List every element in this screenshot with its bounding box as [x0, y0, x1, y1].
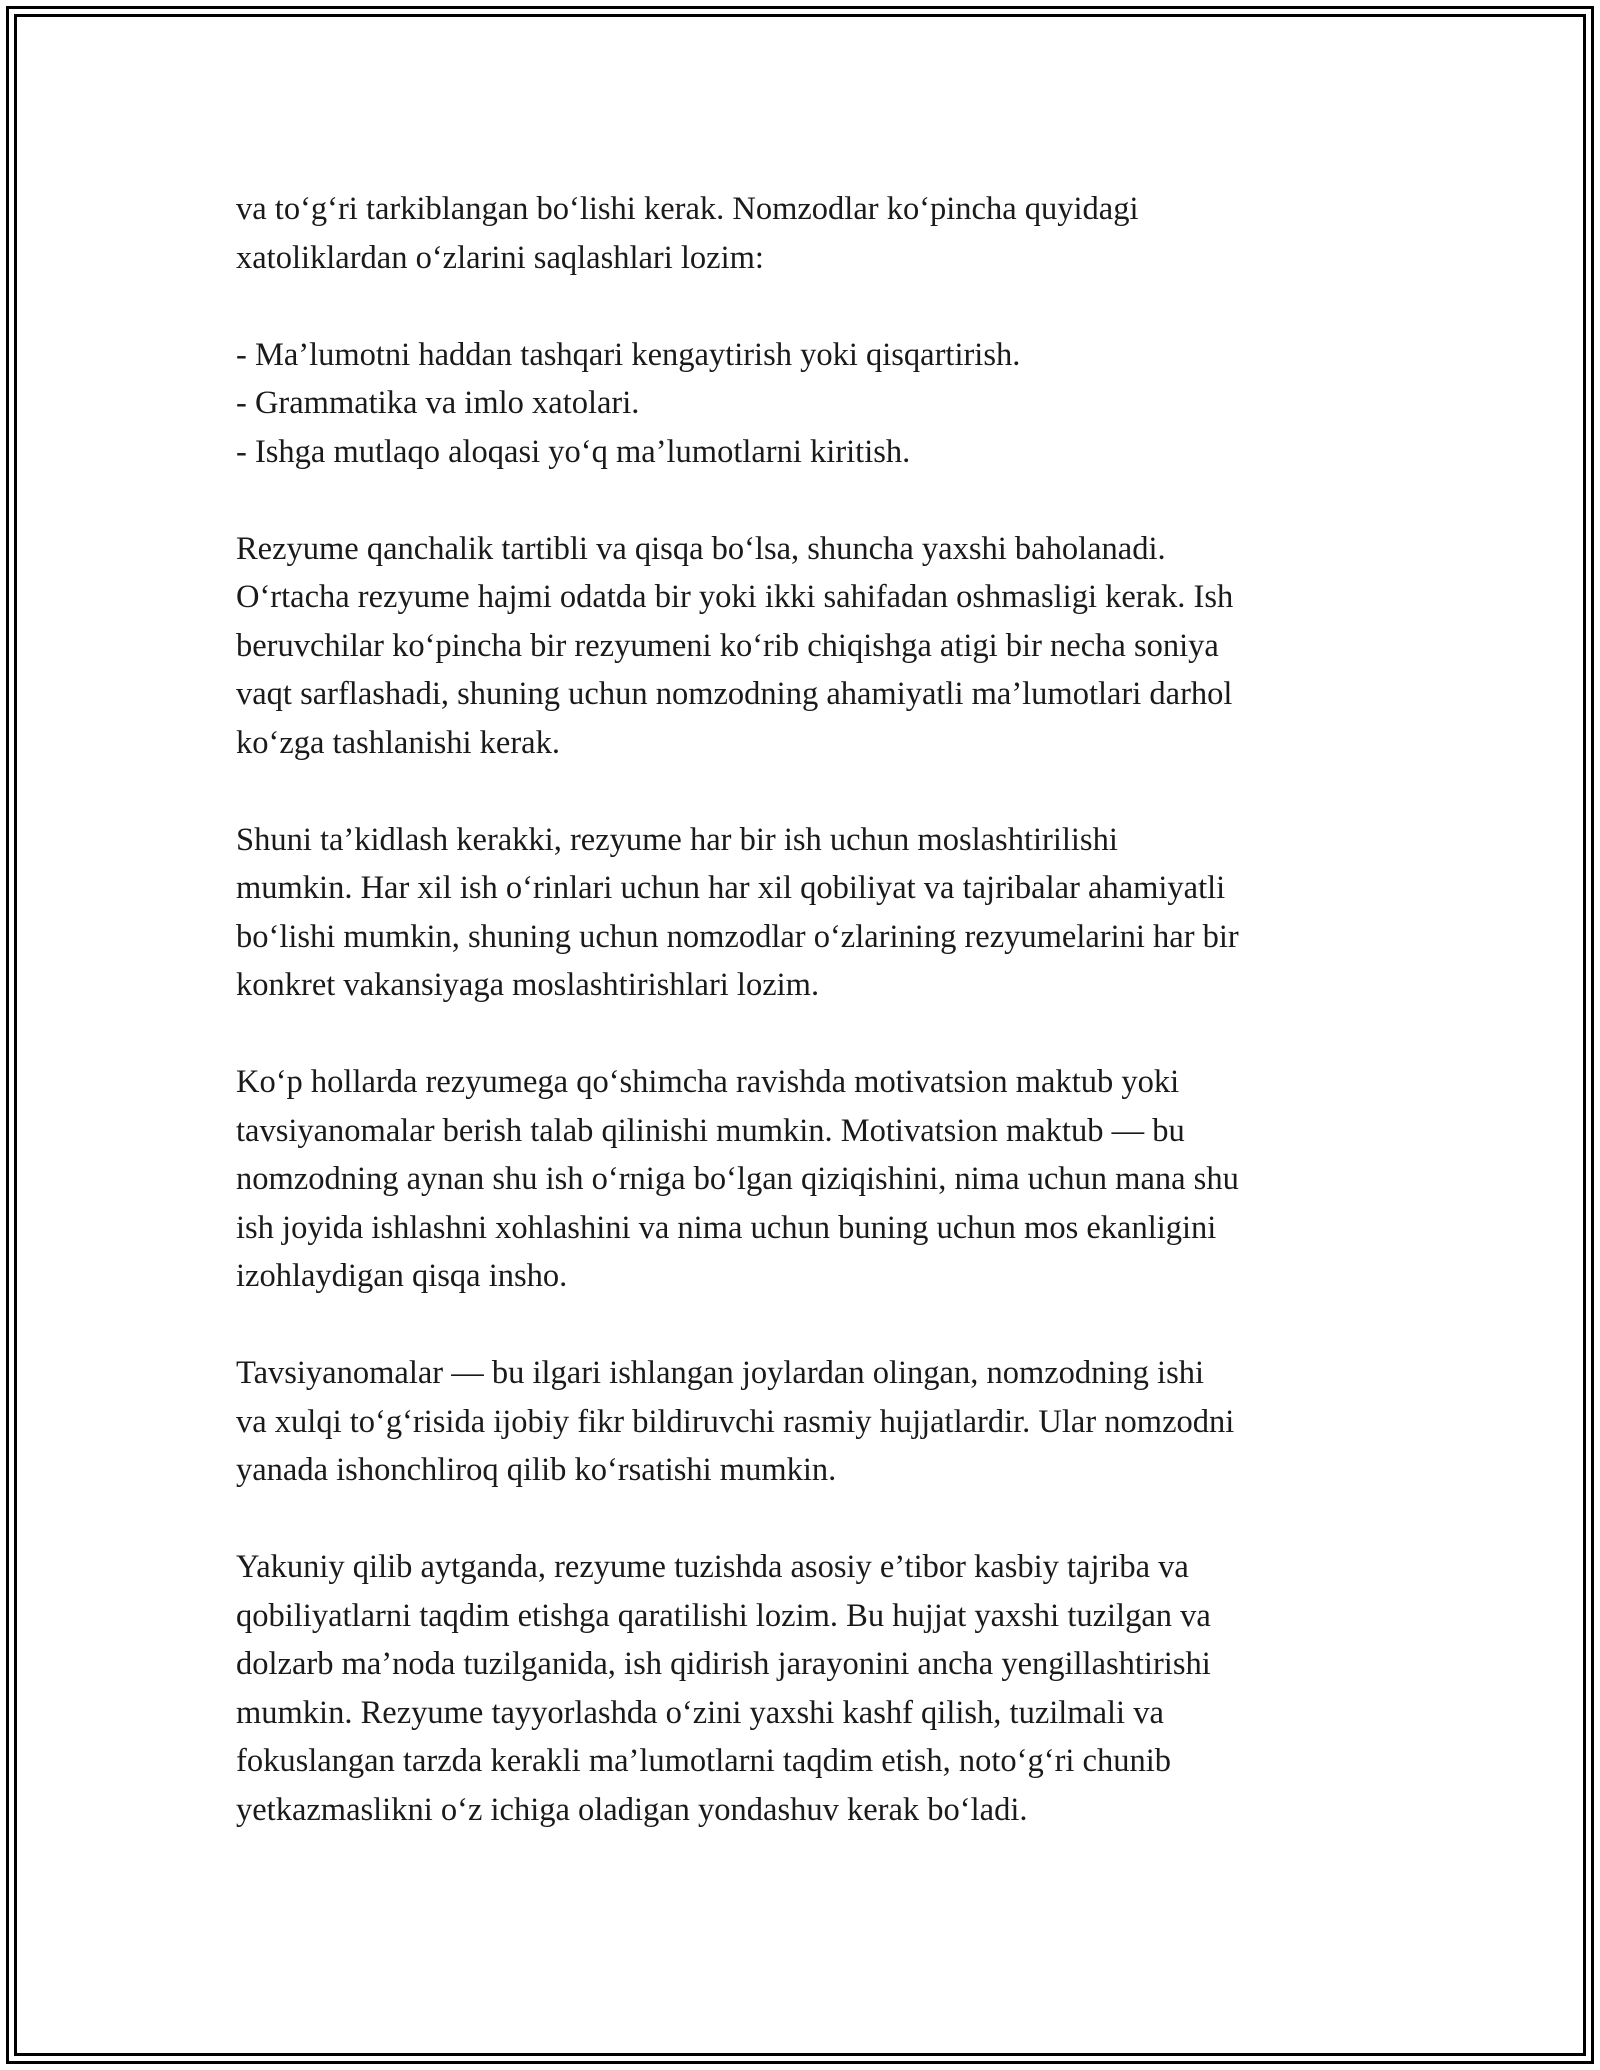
text-line: Rezyume qanchalik tartibli va qisqa bo‘lsa, shuncha yaxshi baholanadi. — [236, 530, 1166, 567]
paragraph-recommendations — [236, 1349, 1386, 1495]
text-line: mumkin. Har xil ish o‘rinlari uchun har xil qobiliyat va tajribalar ahamiyatli — [236, 870, 1226, 906]
text-line: Yakuniy qilib aytganda, rezyume tuzishda asosiy e’tibor kasbiy tajriba va — [236, 1549, 1189, 1585]
paragraph-motivation-letter — [236, 1058, 1386, 1301]
paragraph-conclusion — [236, 1543, 1386, 1834]
paragraph-resume-length — [236, 525, 1386, 768]
text-line: yanada ishonchliroq qilib ko‘rsatishi mumkin. — [236, 1452, 837, 1488]
text-line: Tavsiyanomalar — bu ilgari ishlangan joylardan olingan, nomzodning ishi — [236, 1355, 1205, 1391]
text-line: xatoliklardan o‘zlarini saqlashlari lozim: — [236, 239, 764, 276]
text-line: O‘rtacha rezyume hajmi odatda bir yoki ikki sahifadan oshmasligi kerak. Ish — [236, 579, 1234, 615]
list-item: - Ma’lumotni haddan tashqari kengaytirish yoki qisqartirish. — [236, 336, 1021, 373]
text-line: bo‘lishi mumkin, shuning uchun nomzodlar o‘zlarining rezyumelarini har bir — [236, 918, 1239, 955]
text-line: yetkazmaslikni o‘z ichiga oladigan yondashuv kerak bo‘ladi. — [236, 1791, 1028, 1828]
text-line: Shuni ta’kidlash kerakki, rezyume har bir ish uchun moslashtirilishi — [236, 821, 1118, 858]
text-line: nomzodning aynan shu ish o‘rniga bo‘lgan qiziqishini, nima uchun mana shu — [236, 1161, 1239, 1197]
text-line: ish joyida ishlashni xohlashini va nima uchun buning uchun mos ekanligini — [236, 1209, 1217, 1246]
text-line: konkret vakansiyaga moslashtirishlari lozim. — [236, 967, 820, 1003]
text-line: va xulqi to‘g‘risida ijobiy fikr bildiruvchi rasmiy hujjatlardir. Ular nomzodni — [236, 1403, 1235, 1440]
text-line: izohlaydigan qisqa insho. — [236, 1258, 568, 1294]
text-line: Ko‘p hollarda rezyumega qo‘shimcha ravishda motivatsion maktub yoki — [236, 1064, 1180, 1100]
text-line: beruvchilar ko‘pincha bir rezyumeni ko‘rib chiqishga atigi bir necha soniya — [236, 627, 1219, 664]
list-item: - Grammatika va imlo xatolari. — [236, 385, 640, 421]
list-item: - Ishga mutlaqo aloqasi yo‘q ma’lumotlarni kiritish. — [236, 433, 911, 470]
text-line: tavsiyanomalar berish talab qilinishi mumkin. Motivatsion maktub — bu — [236, 1112, 1185, 1149]
paragraph-resume-tailoring — [236, 816, 1386, 1010]
text-line: fokuslangan tarzda kerakli ma’lumotlarni taqdim etish, noto‘g‘ri chunib — [236, 1743, 1172, 1779]
document-body — [236, 185, 1386, 1883]
text-line: qobiliyatlarni taqdim etishga qaratilishi lozim. Bu hujjat yaxshi tuzilgan va — [236, 1597, 1211, 1634]
text-line: va to‘g‘ri tarkiblangan bo‘lishi kerak. Nomzodlar ko‘pincha quyidagi — [236, 191, 1139, 227]
paragraph-mistakes-list — [236, 331, 1386, 477]
paragraph-resume-mistakes-intro — [236, 185, 1386, 282]
text-line: vaqt sarflashadi, shuning uchun nomzodning ahamiyatli ma’lumotlari darhol — [236, 676, 1233, 712]
text-line: mumkin. Rezyume tayyorlashda o‘zini yaxshi kashf qilish, tuzilmali va — [236, 1694, 1164, 1731]
text-line: dolzarb ma’noda tuzilganida, ish qidirish jarayonini ancha yengillashtirishi — [236, 1646, 1211, 1682]
text-line: ko‘zga tashlanishi kerak. — [236, 724, 560, 761]
